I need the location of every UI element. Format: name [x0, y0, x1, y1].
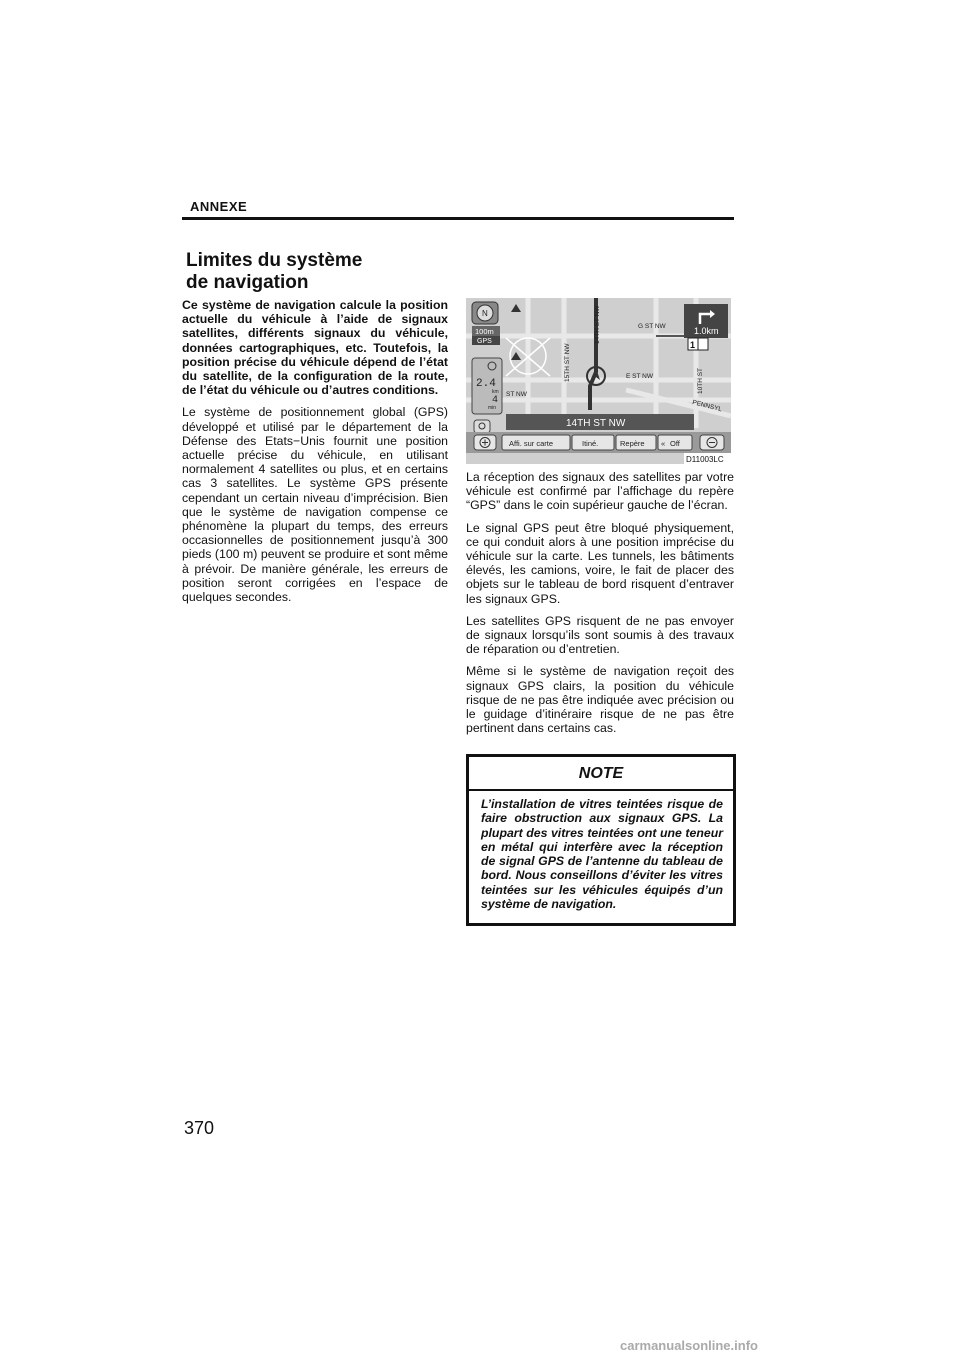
figure-code: D11003LC — [686, 455, 724, 464]
satellite-maintenance-paragraph: Les satellites GPS risquent de ne pas envoyer de signaux lorsqu’ils sont soumis à des travaux de réparation ou d’entretien. — [466, 613, 734, 657]
street-label: 14TH ST NW — [594, 305, 601, 344]
distance-value: 2.4 — [476, 378, 496, 390]
gps-indicator: GPS — [477, 338, 492, 345]
svg-text:Itiné.: Itiné. — [582, 439, 599, 448]
time-unit: min — [488, 405, 497, 411]
svg-text:«: « — [661, 439, 666, 448]
time-value: 4 — [492, 395, 499, 406]
svg-text:Affi. sur carte: Affi. sur carte — [509, 439, 554, 448]
street-label: PENNSYL — [691, 399, 723, 414]
off-button — [658, 435, 692, 450]
street-label: 15TH ST NW — [564, 343, 571, 382]
svg-text:N: N — [482, 309, 488, 318]
navigation-screen-figure — [466, 298, 731, 464]
intro-paragraph: Ce système de navigation calcule la position actuelle du véhicule à l’aide de signaux satellites, différents signaux du véhicule, données cartographiques, etc. Toutefois, la position précise du véhicule dépend de l’état du satellite, de la configuration de la route, de l’état du véhicule ou d’autres conditions. — [182, 298, 448, 398]
map-scale: 100m — [475, 327, 494, 336]
map-view-button — [502, 435, 570, 450]
gps-paragraph: Le système de positionnement global (GPS) développé et utilisé par le département de la Défense des Etats−Unis fournit une position actuelle précise du véhicule, en utilisant normalement 4 satellites ou plus, et en certains cas 3 satellites. Le système GPS présente cependant un certain niveau d’imprécision. Bien que le système de navigation compense ce phénomène la plupart du temps, des erreurs occasionnelles de positionnement jusqu’à 300 pieds (100 m) peuvent se produire et sont même à prévoir. De manière générale, les erreurs de position seront corrigées en l’espace de quelques secondes. — [182, 405, 448, 605]
gps-reception-paragraph: La réception des signaux des satellites par votre véhicule est confirmé par l’affichage du repère “GPS” dans le coin supérieur gauche de l’écran. — [466, 470, 734, 513]
current-street-name: 14TH ST NW — [566, 418, 626, 429]
zoom-in-button — [474, 435, 496, 450]
note-box — [466, 754, 736, 926]
watermark: carmanualsonline.info — [620, 1338, 758, 1353]
zoom-out-button — [700, 435, 724, 450]
distance-unit: km — [492, 389, 499, 395]
left-column — [182, 298, 448, 612]
street-label: ST NW — [506, 391, 527, 398]
signal-blocked-paragraph: Le signal GPS peut être bloqué physiquement, ce qui conduit alors à une position imprécise du véhicule sur la carte. Les tunnels, les bâtiments élevés, les camions, voire, le fait de placer des objets sur le tableau de bord risquent d’entraver les signaux GPS. — [466, 520, 734, 606]
svg-text:Repère: Repère — [620, 439, 645, 448]
svg-text:Off: Off — [670, 439, 680, 448]
street-label: 10TH ST — [697, 367, 704, 394]
compass-icon — [472, 302, 498, 324]
note-heading: NOTE — [469, 757, 733, 791]
page-title: Limites du système de navigation — [186, 250, 363, 293]
callout-number: 1 — [690, 340, 696, 350]
route-button — [572, 435, 614, 450]
right-column — [466, 470, 734, 743]
landmark-button — [616, 435, 656, 450]
page-number: 370 — [184, 1118, 215, 1138]
section-label: ANNEXE — [190, 199, 248, 214]
note-text: L’installation de vitres teintées risque de faire obstruction aux signaux GPS. La plupart des vitres teintées ont une teneur en métal qui interfère avec la réception de signal GPS de l’antenne du tableau de bord. Nous conseillons d’éviter les vitres teintées sur les véhicules équipés d’un système de navigation. — [481, 797, 723, 912]
street-label: G ST NW — [638, 323, 666, 330]
header-rule — [182, 217, 734, 220]
next-turn-distance: 1.0km — [694, 326, 719, 336]
accuracy-paragraph: Même si le système de navigation reçoit des signaux GPS clairs, la position du véhicule risque de ne pas être indiquée avec précision ou le guidage d’itinéraire risque de ne pas être pertinent dans certains cas. — [466, 664, 734, 736]
street-label: E ST NW — [626, 373, 653, 380]
